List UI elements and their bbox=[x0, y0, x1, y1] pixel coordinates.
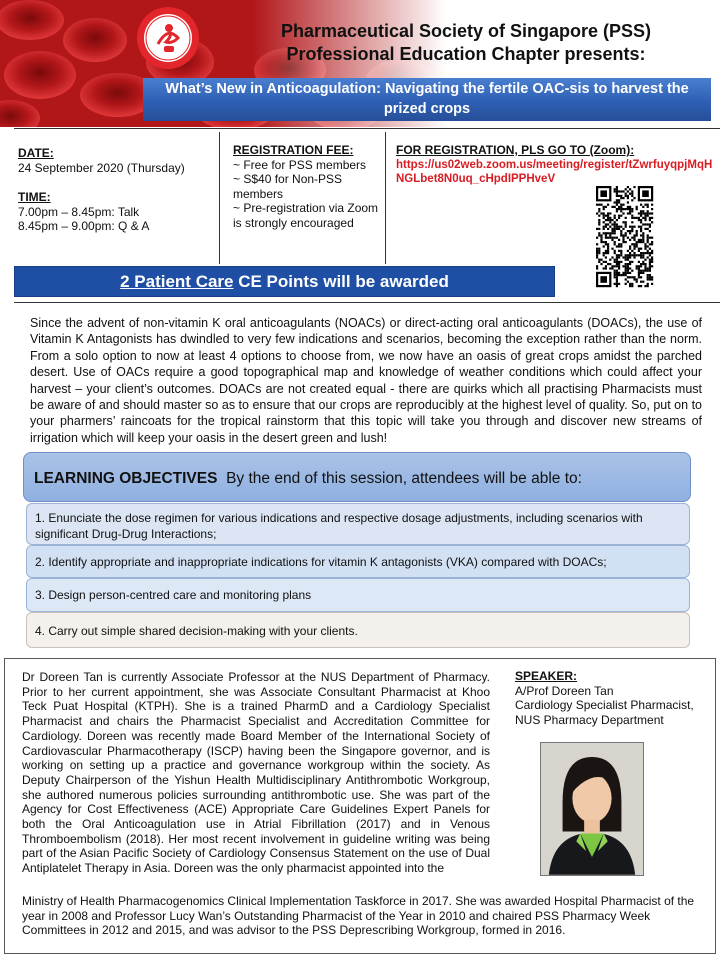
qr-code-icon[interactable] bbox=[596, 186, 654, 290]
time-talk: 7.00pm – 8.45pm: Talk bbox=[18, 204, 140, 219]
registration-label: FOR REGISTRATION, PLS GO TO (Zoom): bbox=[396, 143, 635, 157]
time-label: TIME: bbox=[18, 190, 51, 204]
speaker-label: SPEAKER: bbox=[515, 669, 578, 683]
ce-points-category: 2 Patient Care bbox=[120, 272, 234, 291]
fee-column bbox=[219, 132, 385, 264]
divider bbox=[14, 302, 720, 303]
ce-points-text: CE Points will be awarded bbox=[233, 272, 449, 291]
speaker-photo bbox=[540, 742, 644, 876]
objective-item: 2. Identify appropriate and inappropriate indications for vitamin K antagonists (VKA) compared with DOACs; bbox=[26, 545, 690, 578]
fee-item: ~ Pre-registration via Zoom is strongly encouraged bbox=[233, 201, 379, 230]
registration-column bbox=[385, 132, 714, 264]
objective-item: 4. Carry out simple shared decision-making with your clients. bbox=[26, 612, 690, 648]
objective-item: 1. Enunciate the dose regimen for various indications and respective dosage adjustments, including scenarios with significant Drug-Drug Interactions; bbox=[26, 503, 690, 545]
intro-paragraph: Since the advent of non-vitamin K oral anticoagulants (NOACs) or direct-acting oral anticoagulants (DOACs), the use of Vitamin K Antagonists has dwindled to very few indications and scenarios, becoming the exception rather than the norm. From a solo option to now at least 4 options to choose from, we now have an oasis of great crops amidst the parched desert. Use of OACs require a good topographical map and knowledge of weather conditions which could affect your harvest – your client’s outcomes. DOACs are not created equal - there are quirks which all practising Pharmacists must be aware of and should master so as to ensure that our crops are reproducibly at the highest level of quality. So, put on to your pharmers’ raincoats for the tropical rainstorm that this topic will take you through and discover new streams of irrigation which will keep your oasis in the desert green and lush! bbox=[30, 316, 702, 445]
fee-item: ~ S$40 for Non-PSS members bbox=[233, 172, 343, 201]
learning-objectives-header bbox=[23, 452, 691, 502]
learning-objectives-title: LEARNING OBJECTIVES bbox=[34, 470, 218, 487]
fee-item: ~ Free for PSS members bbox=[233, 157, 367, 172]
divider bbox=[14, 128, 720, 129]
date-time-column bbox=[14, 132, 219, 264]
organisation-name: Pharmaceutical Society of Singapore (PSS) bbox=[280, 21, 652, 41]
speaker-bio: Dr Doreen Tan is currently Associate Professor at the NUS Department of Pharmacy. Prior to her current appointment, she was Associate Consultant Pharmacist at Khoo Teck Puat Hospital (KTPH). She is a trained PharmD and a Cardiology Specialist Pharmacist and chairs the Pharmacist Specialist and Accreditation Committee for Cardiology. Doreen was recently made Board Member of the International Society of Cardiovascular Pharmacotherapy (ISCP) having been the Singapore governor, and is working on setting up a practice and governance workgroup within the society. As Deputy Chairperson of the Yishun Health Multidisciplinary Antithrombotic Workgroup, she authored numerous policies surrounding antithrombotic use. She was part of the Agency for Cost Effectiveness (ACE) Appropriate Care Guidelines Expert Panels for both the Oral Anticoagulation use in Atrial Fibrillation (2017) and in Venous Thromboembolism (2018). Her most recent involvement in guideline writing was being part of the Asian Pacific Society of Cardiology Consensus Statement on the use of Dual Antiplatelet Therapy in Asia. Doreen was the only pharmacist appointed into the bbox=[22, 670, 490, 876]
ce-points-banner bbox=[14, 266, 555, 297]
speaker-bio-continued: Ministry of Health Pharmacogenomics Clinical Implementation Taskforce in 2017. She was awarded Hospital Pharmacist of the year in 2008 and Professor Lucy Wan’s Outstanding Pharmacist of the Year in 2010 and chaired PSS Pharmacy Week Committees in 2012 and 2015, and was advisor to the PSS Deprescribing Workgroup, formed in 2016. bbox=[22, 894, 695, 938]
date-value: 24 September 2020 (Thursday) bbox=[18, 160, 185, 175]
speaker-department: NUS Pharmacy Department bbox=[515, 712, 664, 727]
pss-seal-logo bbox=[136, 6, 200, 70]
header-banner bbox=[0, 0, 720, 127]
speaker-name: A/Prof Doreen Tan bbox=[515, 683, 614, 698]
chapter-name: Professional Education Chapter presents: bbox=[286, 44, 646, 64]
event-title: What’s New in Anticoagulation: Navigating the fertile OAC-sis to harvest the prized crops bbox=[143, 78, 711, 121]
date-label: DATE: bbox=[18, 146, 54, 160]
registration-link[interactable]: https://us02web.zoom.us/meeting/register/tZwrfuyqpjMqHNGLbet8N0uq_cHpdIPPHveV bbox=[396, 158, 713, 185]
time-qa: 8.45pm – 9.00pm: Q & A bbox=[18, 219, 150, 233]
objective-item: 3. Design person-centred care and monitoring plans bbox=[26, 578, 690, 612]
learning-objectives-lead: By the end of this session, attendees will be able to: bbox=[226, 470, 582, 487]
fee-label: REGISTRATION FEE: bbox=[233, 143, 354, 157]
speaker-details bbox=[515, 669, 715, 727]
speaker-role: Cardiology Specialist Pharmacist, bbox=[515, 698, 694, 712]
